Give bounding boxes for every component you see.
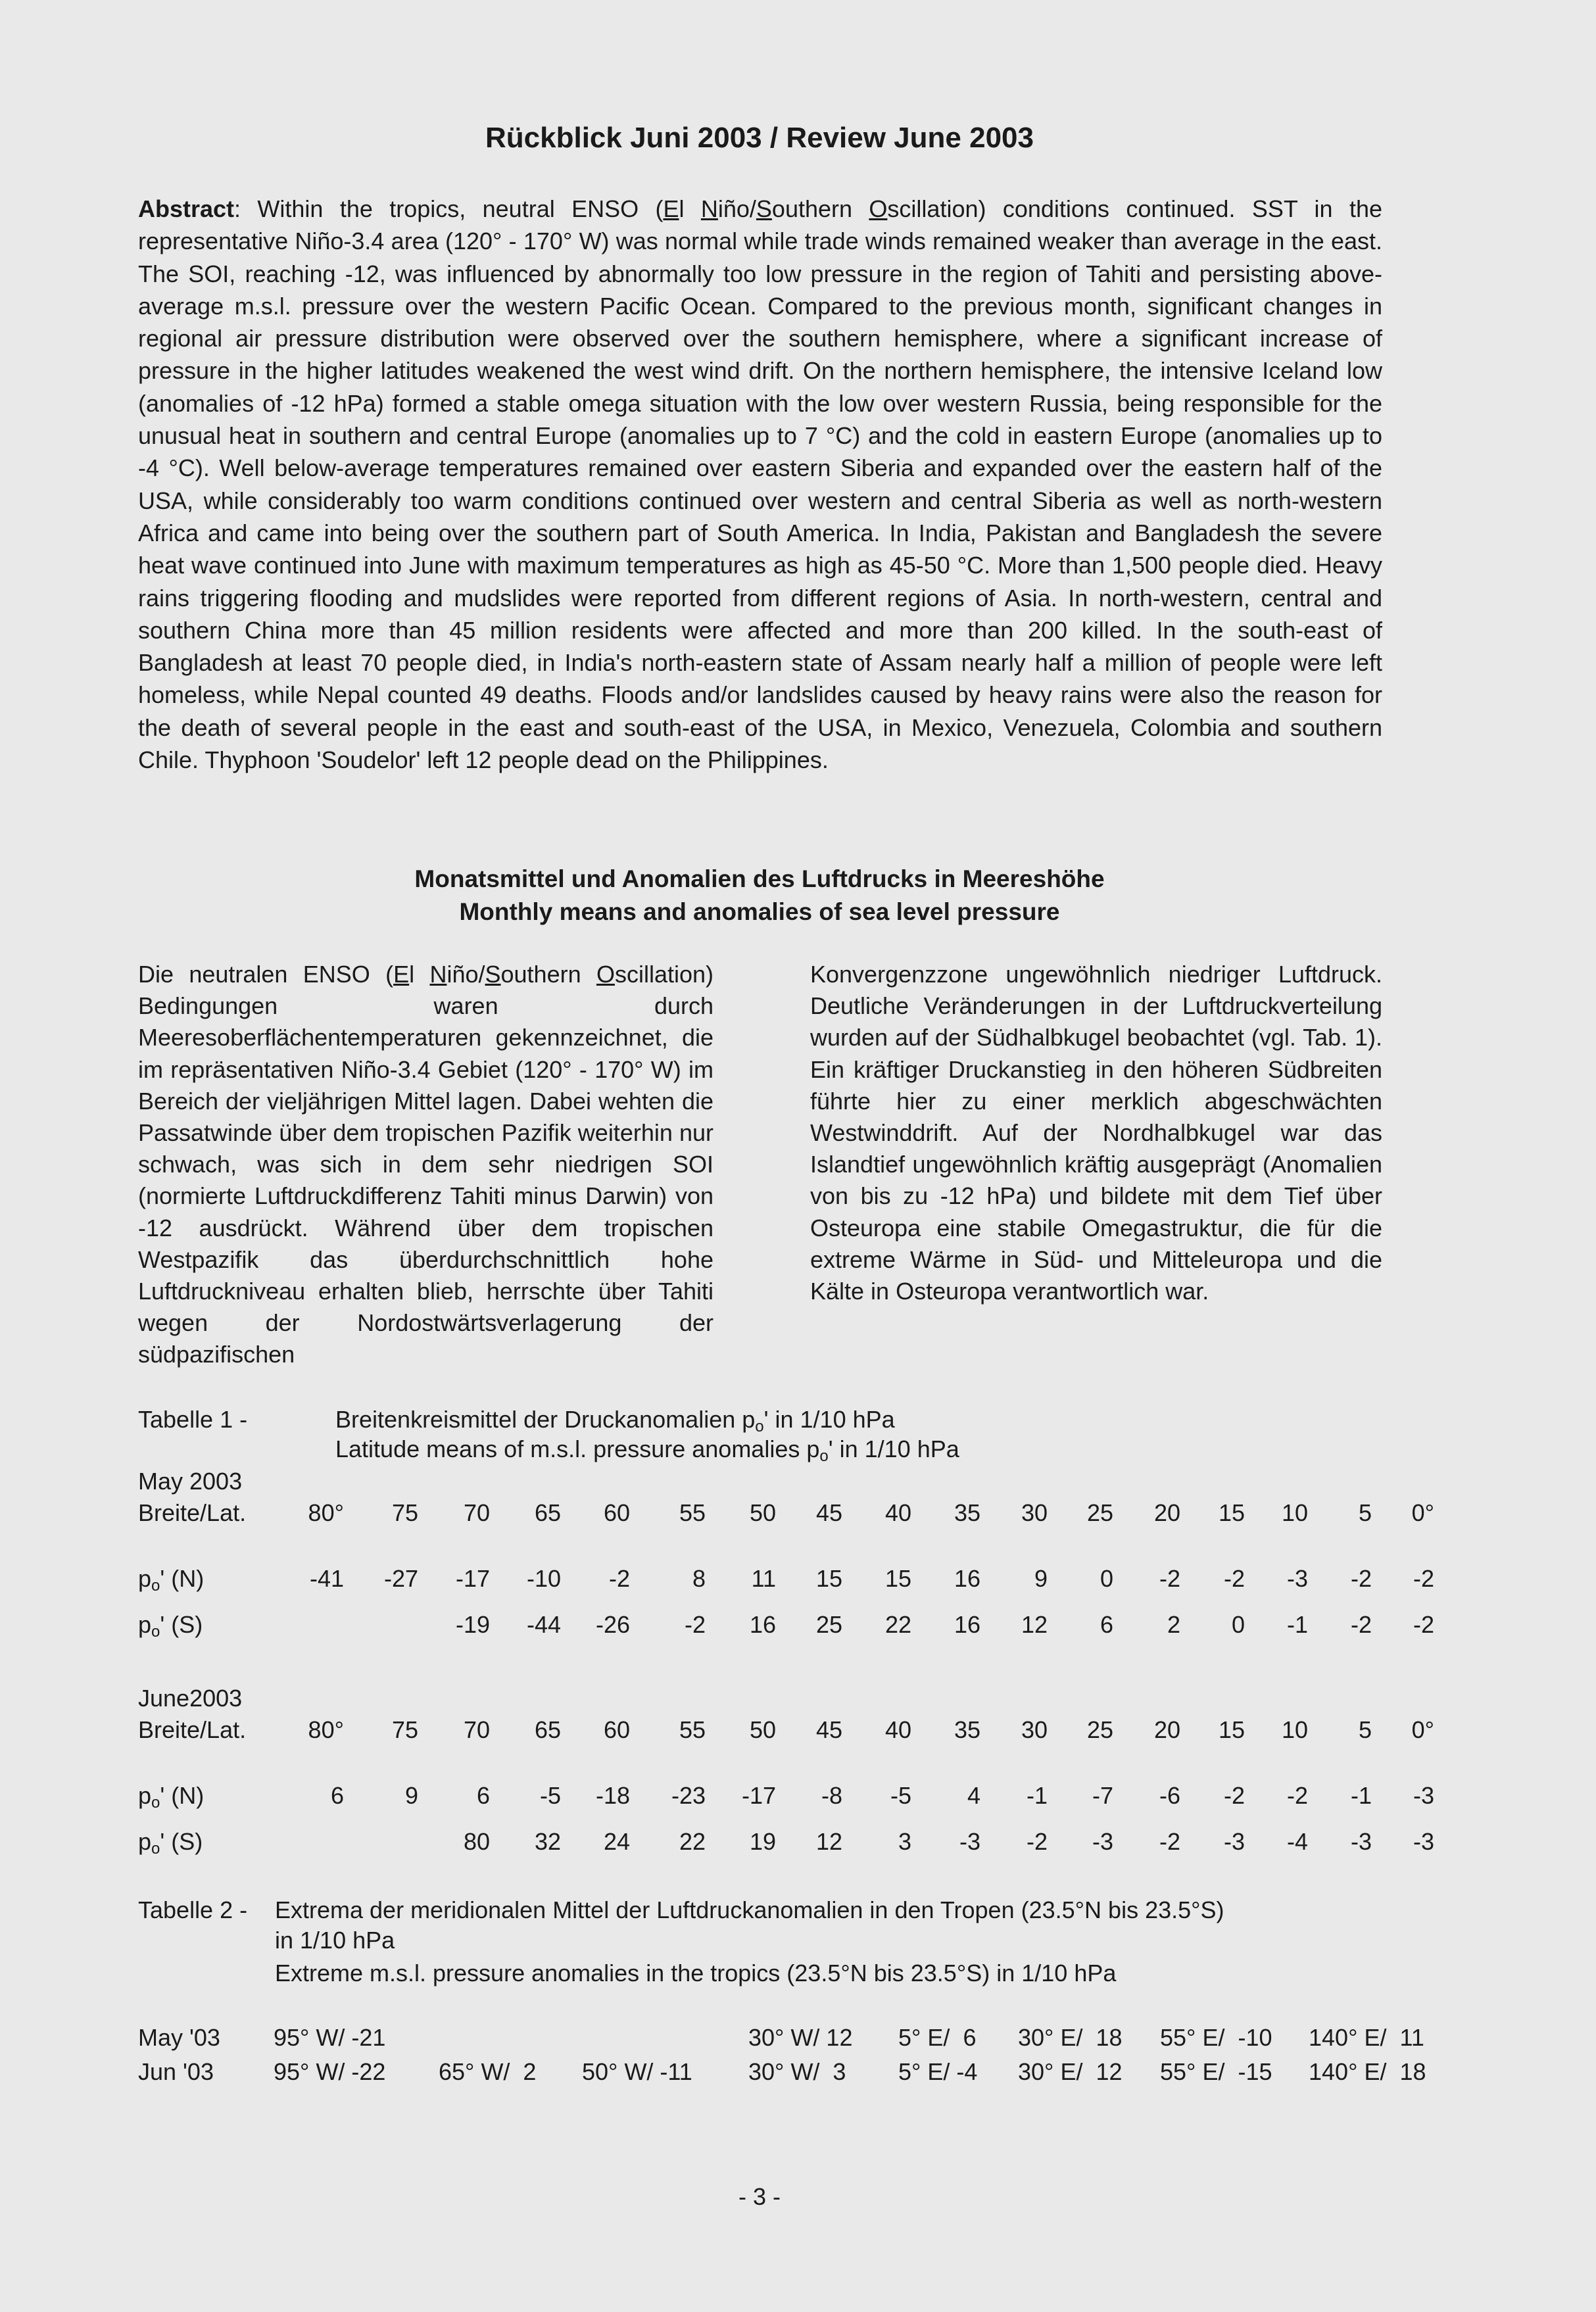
table-1-value-cell: -3 [1413,1828,1434,1855]
table-1-value-cell: 12 [1021,1611,1048,1638]
table-1-lat-header: Breite/Lat. [138,1499,247,1526]
table-1-latitude-cell: 35 [954,1716,980,1743]
table-1-value-cell: 6 [330,1782,344,1809]
table-1-value-cell: -2 [1223,1565,1245,1592]
table-1-latitude-cell: 60 [603,1499,630,1526]
abstract-text: iño/ [717,195,756,222]
table-1-value-cell: -3 [1350,1828,1372,1855]
table-1-latitude-cell: 65 [534,1716,561,1743]
table-1-latitude-cell: 80° [308,1716,344,1743]
table-2-cell: 95° W/ -21 [274,2024,386,2051]
text-column-left [138,959,713,1371]
table-1-value-cell: -3 [1092,1828,1113,1855]
enso-letter-n: N [429,961,447,988]
table-1-latitude-cell: 30 [1021,1716,1048,1743]
table-1-latitude-cell: 45 [815,1716,842,1743]
table-1-latitude-cell: 5 [1358,1499,1372,1526]
table-1-value-cell: -5 [890,1782,911,1809]
table-1-latitude-cell: 30 [1021,1499,1048,1526]
table-2-month-label: May '03 [138,2024,220,2051]
table-1-value-cell: 2 [1167,1611,1180,1638]
table-1-latitude-cell: 0° [1411,1716,1434,1743]
table-1-value-cell: -17 [741,1782,776,1809]
table-1-value-cell: 4 [967,1782,980,1809]
column-text: iño/ [447,961,485,988]
page-number: - 3 - [738,2183,781,2210]
table-1-value-cell: -1 [1026,1782,1048,1809]
table-1-value-cell: 32 [534,1828,561,1855]
table-1-value-cell: -17 [455,1565,490,1592]
table-2-cell: 55° E/ -15 [1160,2058,1272,2085]
table-1-latitude-cell: 10 [1281,1499,1308,1526]
table-2-cell: 30° W/ 3 [748,2058,846,2085]
table-1-row-label-north: $p_o'$ (N) [138,1565,205,1595]
table-1-row-label-north: $p_o'$ (N) [138,1782,205,1812]
table-1-value-cell: 16 [954,1565,980,1592]
table-1-value-cell: 12 [815,1828,842,1855]
table-1-value-cell: -2 [1413,1611,1434,1638]
table-2-cell: 30° E/ 12 [1018,2058,1123,2085]
table-1-value-cell: -3 [1413,1782,1434,1809]
abstract-text: scillation) conditions continued. SST in the representative Niño-3.4 area (120° - 170° W) was normal while trade winds remained weaker than average in the east. The SOI, reaching -12, was influenced by abnormally too low pressure in the region of Tahiti and persisting above-average m.s.l. pressure over the western Pacific Ocean. Compared to the previous month, significant changes in regional air pressure distribution were observed over the southern hemisphere, where a significant increase of pressure in the higher latitudes weakened the west wind drift. On the northern hemisphere, the intensive Iceland low (anomalies of -12 hPa) formed a stable omega situation with the low over western Russia, being responsible for the unusual heat in southern and central Europe (anomalies up to 7 °C) and the cold in eastern Europe (anomalies up to -4 °C). Well below-average temperatures remained over eastern Siberia and expanded over the eastern half of the USA, while considerably too warm conditions continued over western and central Siberia as well as north-western Africa and came into being over the southern part of South America. In India, Pakistan and Bangladesh the severe heat wave continued into June with maximum temperatures as high as 45-50 °C. More than 1,500 people died. Heavy rains triggering flooding and mudslides were reported from different regions of Asia. In north-western, central and southern China more than 45 million residents were affected and more than 200 killed. In the south-east of Bangladesh at least 70 people died, in India's north-eastern state of Assam nearly half a million of people were left homeless, while Nepal counted 49 deaths. Floods and/or landslides caused by heavy rains were also the reason for the death of several people in the east and south-east of the USA, in Mexico, Venezuela, Colombia and southern Chile. Thyphoon 'Soudelor' left 12 people dead on the Philippines. [138,195,1382,774]
table-2-cell: 55° E/ -10 [1160,2024,1272,2051]
table-1-value-cell: 22 [884,1611,911,1638]
table-1-value-cell: 9 [1034,1565,1048,1592]
abstract-label: Abstract [138,195,235,222]
table-1-value-cell: -2 [608,1565,630,1592]
table-1-latitude-cell: 25 [1086,1499,1113,1526]
table-2-cell: 50° W/ -11 [582,2058,692,2085]
table-1-value-cell: 11 [751,1565,776,1592]
table-1-row-label-south: $p_o'$ (S) [138,1828,203,1858]
table-1-latitude-cell: 70 [463,1499,490,1526]
table-2-caption-en: Extreme m.s.l. pressure anomalies in the tropics (23.5°N bis 23.5°S) in 1/10 hPa [275,1960,1117,1987]
table-1-value-cell: -19 [455,1611,490,1638]
enso-letter-s: S [485,961,501,988]
table-1-value-cell: 0 [1100,1565,1113,1592]
table-2-cell: 30° E/ 18 [1018,2024,1123,2051]
table-1-latitude-cell: 5 [1358,1716,1372,1743]
enso-letter-o: O [869,195,888,222]
table-1-latitude-cell: 25 [1086,1716,1113,1743]
table-1-value-cell: -2 [1026,1828,1048,1855]
table-1-value-cell: -1 [1286,1611,1308,1638]
table-1-value-cell: -1 [1350,1782,1372,1809]
table-1-month-label: May 2003 [138,1468,243,1495]
table-1-value-cell: -2 [1350,1565,1372,1592]
table-1-value-cell: -4 [1286,1828,1308,1855]
table-1-latitude-cell: 35 [954,1499,980,1526]
table-2-cell: 65° W/ 2 [439,2058,537,2085]
table-2-cell: 95° W/ -22 [274,2058,386,2085]
table-1-latitude-cell: 50 [749,1499,776,1526]
table-1-latitude-cell: 80° [308,1499,344,1526]
table-1-value-cell: -44 [526,1611,561,1638]
table-1-value-cell: 6 [476,1782,490,1809]
enso-letter-e: E [663,195,679,222]
table-2-cell: 5° E/ 6 [898,2024,977,2051]
table-1-value-cell: -27 [383,1565,418,1592]
table-1-latitude-cell: 40 [884,1499,911,1526]
table-1-latitude-cell: 45 [815,1499,842,1526]
section-title-de: Monatsmittel und Anomalien des Luftdrucks in Meereshöhe [414,865,1105,892]
table-1-value-cell: -2 [1350,1611,1372,1638]
table-1-latitude-cell: 75 [391,1716,418,1743]
table-1-latitude-cell: 65 [534,1499,561,1526]
table-1-caption-en: Latitude means of m.s.l. pressure anomalies $p_o'$ in 1/10 hPa [335,1435,959,1465]
table-2-cell: 5° E/ -4 [898,2058,978,2085]
table-1-value-cell: 6 [1100,1611,1113,1638]
table-1-latitude-cell: 15 [1218,1716,1245,1743]
enso-letter-s: S [756,195,772,222]
table-1-month-label: June2003 [138,1685,243,1712]
table-1-row-label-south: $p_o'$ (S) [138,1611,203,1641]
table-1-value-cell: -3 [1286,1565,1308,1592]
table-2-cell: 30° W/ 12 [748,2024,853,2051]
table-1-value-cell: 25 [815,1611,842,1638]
table-1-value-cell: -6 [1159,1782,1180,1809]
table-1-value-cell: 19 [749,1828,776,1855]
abstract-text: outhern [771,195,869,222]
table-1-value-cell: 8 [692,1565,706,1592]
table-1-value-cell: -23 [671,1782,706,1809]
table-1-latitude-cell: 55 [679,1499,706,1526]
table-1-value-cell: -2 [684,1611,706,1638]
table-1-value-cell: -26 [595,1611,630,1638]
table-1-value-cell: 0 [1231,1611,1245,1638]
table-1-latitude-cell: 70 [463,1716,490,1743]
table-2-caption-de: Extrema der meridionalen Mittel der Luftdruckanomalien in den Tropen (23.5°N bis 23.5°S) [275,1896,1224,1923]
table-1-caption-de: Breitenkreismittel der Druckanomalien $p_o'$ in 1/10 hPa [335,1406,895,1435]
table-1-value-cell: -2 [1223,1782,1245,1809]
text-column-right: Konvergenzzone ungewöhnlich niedriger Luftdruck. Deutliche Veränderungen in der Luftdruckverteilung wurden auf der Südhalbkugel beobachtet (vgl. Tab. 1). Ein kräftiger Druckanstieg in den höheren Südbreiten führte hier zu einer merklich abgeschwächten Westwinddrift. Auf der Nordhalbkugel war das Islandtief ungewöhnlich kräftig ausgeprägt (Anomalien von bis zu -12 hPa) und bildete mit dem Tief über Osteuropa eine stabile Omegastruktur, die für die extreme Wärme in Süd- und Mitteleuropa und die Kälte in Osteuropa verantwortlich war. [810,961,1382,1305]
table-1-latitude-cell: 20 [1153,1716,1180,1743]
table-1-latitude-cell: 15 [1218,1499,1245,1526]
table-1-latitude-cell: 50 [749,1716,776,1743]
table-1-value-cell: -10 [526,1565,561,1592]
enso-letter-e: E [393,961,410,988]
table-1-value-cell: -18 [595,1782,630,1809]
enso-letter-n: N [700,195,718,222]
section-title-en: Monthly means and anomalies of sea level pressure [459,898,1060,925]
table-2-cell: 140° E/ 18 [1309,2058,1426,2085]
column-text: l [409,961,430,988]
abstract-text: : Within the tropics, neutral ENSO ( [234,195,664,222]
column-text: outhern [500,961,596,988]
table-1-latitude-cell: 40 [884,1716,911,1743]
enso-letter-o: O [596,961,615,988]
table-1-value-cell: 9 [404,1782,418,1809]
table-2-label: Tabelle 2 - [138,1896,248,1923]
table-1-value-cell: 24 [603,1828,630,1855]
table-1-value-cell: -41 [309,1565,344,1592]
table-1-latitude-cell: 60 [603,1716,630,1743]
table-1-value-cell: 16 [749,1611,776,1638]
table-1-value-cell: 22 [679,1828,706,1855]
table-2-caption-de-cont: in 1/10 hPa [275,1927,395,1954]
table-1-latitude-cell: 10 [1281,1716,1308,1743]
table-1-value-cell: 80 [463,1828,490,1855]
table-1-latitude-cell: 55 [679,1716,706,1743]
abstract-paragraph [138,193,1382,776]
table-1-lat-header: Breite/Lat. [138,1716,247,1743]
table-1-value-cell: -7 [1092,1782,1113,1809]
section-heading [0,863,1519,928]
table-1-value-cell: 15 [884,1565,911,1592]
table-1-value-cell: 15 [815,1565,842,1592]
table-1-value-cell: -3 [959,1828,980,1855]
table-1-value-cell: -2 [1286,1782,1308,1809]
table-1-latitude-cell: 20 [1153,1499,1180,1526]
table-1-value-cell: -2 [1159,1565,1180,1592]
table-1-latitude-cell: 0° [1411,1499,1434,1526]
table-1-value-cell: -2 [1413,1565,1434,1592]
column-text: scillation) Bedingungen waren durch Meeresoberflächentemperaturen gekennzeichnet, die im repräsentativen Niño-3.4 Gebiet (120° - 170° W) im Bereich der vieljährigen Mittel lagen. Dabei wehten die Passatwinde über dem tropischen Pazifik weiterhin nur schwach, was sich in dem sehr niedrigen SOI (normierte Luftdruckdifferenz Tahiti minus Darwin) von -12 ausdrückt. Während über dem tropischen Westpazifik das überdurchschnittlich hohe Luftdruckniveau erhalten blieb, herrschte über Tahiti wegen der Nordostwärtsverlagerung der südpazifischen [138,961,713,1368]
page-title: Rückblick Juni 2003 / Review June 2003 [485,122,1034,154]
table-2-cell: 140° E/ 11 [1309,2024,1424,2051]
table-1-value-cell: -8 [821,1782,842,1809]
table-1-label: Tabelle 1 - [138,1406,248,1433]
column-text: Die neutralen ENSO ( [138,961,394,988]
table-1-value-cell: -2 [1159,1828,1180,1855]
table-1-value-cell: -5 [539,1782,561,1809]
table-1-latitude-cell: 75 [391,1499,418,1526]
table-2-month-label: Jun '03 [138,2058,214,2085]
table-1-value-cell: 16 [954,1611,980,1638]
table-1-value-cell: 3 [898,1828,911,1855]
table-1-value-cell: -3 [1223,1828,1245,1855]
abstract-text: l [679,195,701,222]
